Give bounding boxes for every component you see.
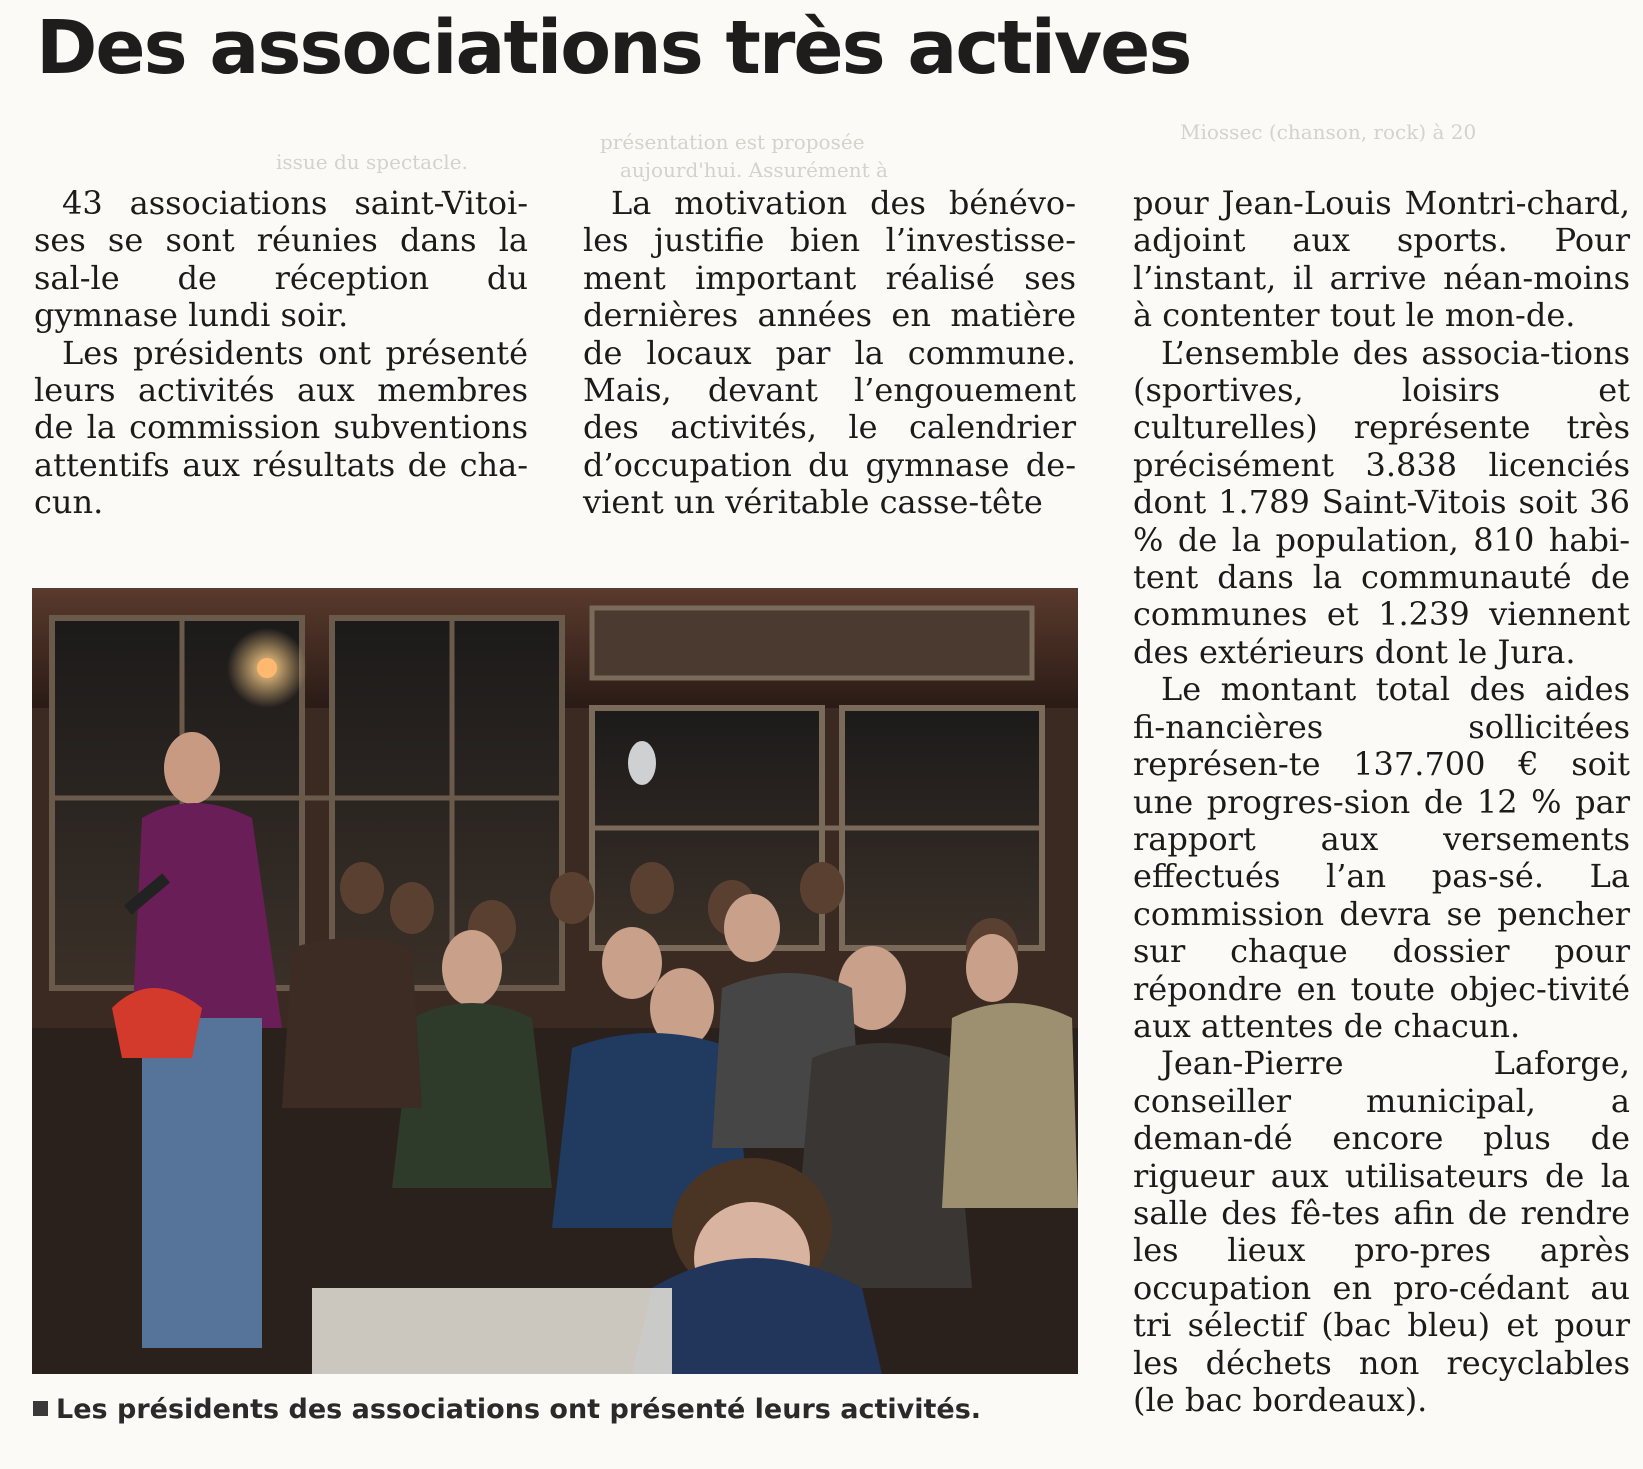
article-paragraph: Le montant total des aides fi-nancières sollicitées représen-te 137.700 € soit une progres-sion de 12 % par rapport aux versements effectués l’an pas-sé. La commission devra se pencher sur chaque dossier pour répondre en toute objec-tivité aux attentes de chacun. (1133, 670, 1630, 1045)
article-photo (32, 588, 1078, 1374)
caption-bullet-icon (33, 1401, 48, 1416)
meeting-room-photo (32, 588, 1078, 1374)
photo-caption (33, 1393, 1093, 1427)
article-paragraph: Jean-Pierre Laforge, conseiller municipal, a deman-dé encore plus de rigueur aux utilisateurs de la salle des fê-tes afin de rendre les lieux pro-pres après occupation en pro-cédant au tri sélectif (bac bleu) et pour les déchets non recyclables (le bac bordeaux). (1133, 1044, 1630, 1419)
bleed-through-text: aujourd'hui. Assurément à (620, 158, 888, 182)
article-paragraph: pour Jean-Louis Montri-chard, adjoint aux sports. Pour l’instant, il arrive néan-moins à contenter tout le mon-de. (1133, 184, 1630, 335)
article-paragraph: L’ensemble des associa-tions (sportives, loisirs et culturelles) représente très précisément 3.838 licenciés dont 1.789 Saint-Vitois soit 36 % de la population, 810 habi-tent dans la communauté de communes et 1.239 viennent des extérieurs dont le Jura. (1133, 333, 1630, 671)
article-column-1 (34, 185, 528, 522)
bleed-through-text: présentation est proposée (600, 130, 865, 154)
article-column-3 (1133, 185, 1630, 1419)
article-paragraph: La motivation des bénévo-les justifie bien l’investisse-ment important réalisé ses dernières années en matière de locaux par la commune. Mais, devant l’engouement des activités, le calendrier d’occupation du gymnase de-vient un véritable casse-tête (583, 184, 1076, 522)
article-paragraph: Les présidents ont présenté leurs activités aux membres de la commission subventions attentifs aux résultats de cha-cun. (34, 333, 528, 522)
photo-caption-text: Les présidents des associations ont présenté leurs activités. (56, 1394, 982, 1425)
article-column-2 (583, 185, 1076, 522)
article-paragraph: 43 associations saint-Vitoi-ses se sont réunies dans la sal-le de réception du gymnase lundi soir. (34, 184, 528, 335)
bleed-through-text: issue du spectacle. (276, 150, 468, 174)
bleed-through-text: Miossec (chanson, rock) à 20 (1180, 120, 1477, 144)
article-headline: Des associations très actives (36, 5, 1191, 91)
